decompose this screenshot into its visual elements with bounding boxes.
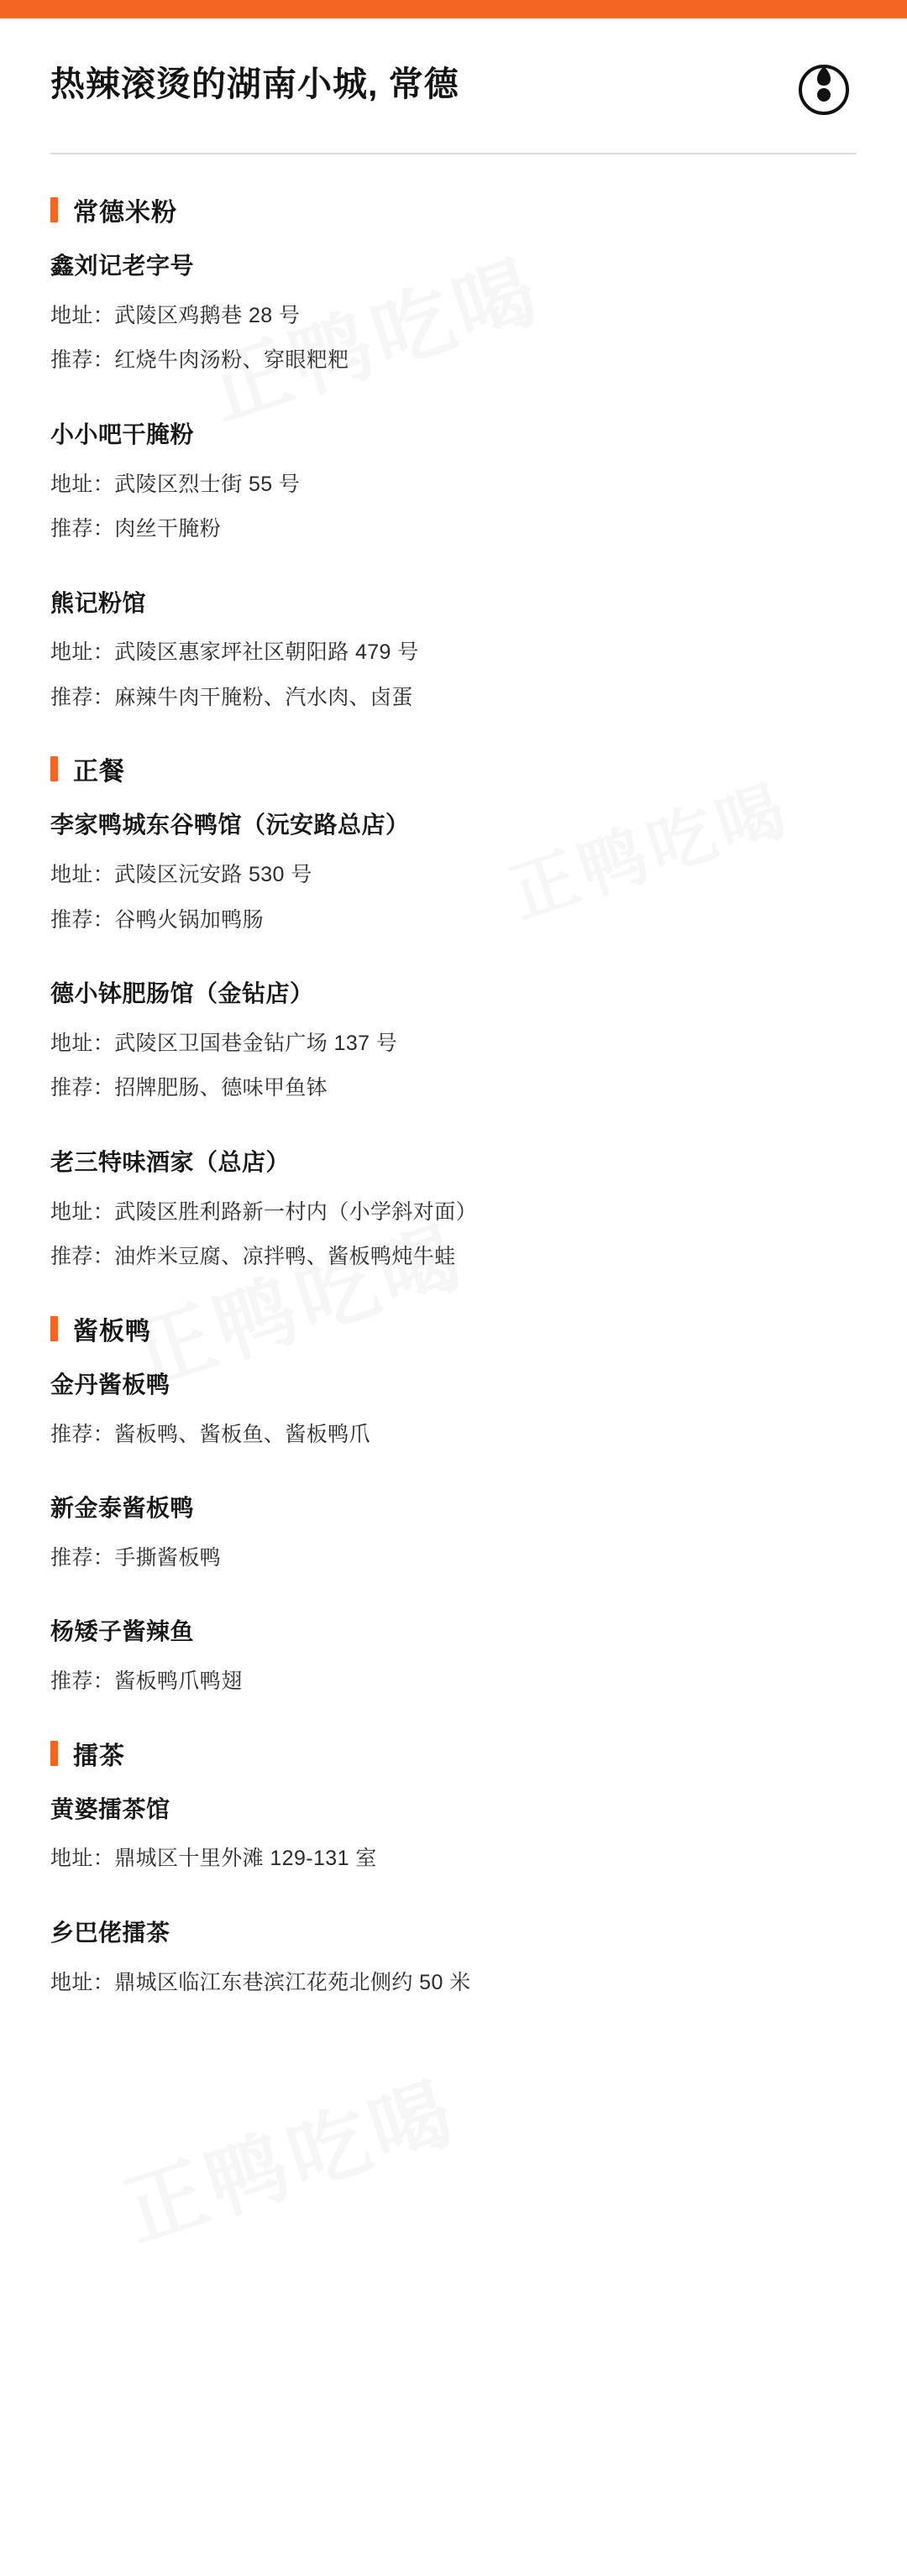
shop-address — [50, 1843, 857, 1875]
address-label: 地址： — [50, 863, 115, 887]
shop-name: 杨矮子酱辣鱼 — [50, 1618, 195, 1645]
shop-recommendation — [50, 1241, 857, 1273]
recommend-label: 推荐： — [50, 1076, 115, 1100]
article-content — [0, 18, 907, 1999]
section-accent-marker — [50, 1316, 58, 1341]
shop-recommendation — [50, 1666, 857, 1698]
title-row — [50, 18, 857, 119]
recommend-value: 酱板鸭爪鸭翅 — [114, 1669, 243, 1694]
section-header — [50, 191, 857, 228]
shop-name: 金丹酱板鸭 — [50, 1371, 170, 1398]
recommend-value: 谷鸭火锅加鸭肠 — [114, 907, 265, 932]
duck-head-logo-icon — [796, 64, 852, 119]
shop-name: 熊记粉馆 — [50, 589, 147, 616]
address-label: 地址： — [50, 1199, 115, 1224]
shop-name: 李家鸭城东谷鸭馆（沅安路总店） — [50, 812, 410, 839]
watermark — [108, 2048, 469, 2263]
section — [50, 191, 857, 713]
sections-container — [50, 191, 857, 1999]
address-value: 武陵区胜利路新一村内（小学斜对面） — [114, 1199, 478, 1224]
list-item — [50, 1369, 857, 1450]
address-value: 武陵区卫国巷金钻广场 137 号 — [114, 1031, 398, 1055]
shop-recommendation — [50, 1419, 857, 1451]
recommend-value: 油炸米豆腐、凉拌鸭、酱板鸭炖牛蛙 — [114, 1245, 456, 1269]
address-label: 地址： — [50, 472, 115, 496]
address-value: 武陵区烈士街 55 号 — [114, 472, 301, 496]
shop-name: 新金泰酱板鸭 — [50, 1495, 195, 1522]
shop-name: 老三特味酒家（总店） — [50, 1148, 291, 1175]
shop-name: 乡巴佬擂茶 — [50, 1919, 170, 1946]
recommend-value: 麻辣牛肉干腌粉、汽水肉、卤蛋 — [114, 685, 413, 709]
list-item — [50, 1794, 857, 1875]
section-accent-marker — [50, 197, 58, 222]
shop-address — [50, 1197, 857, 1229]
recommend-value: 手撕酱板鸭 — [114, 1545, 222, 1570]
recommend-label: 推荐： — [50, 1245, 115, 1269]
section-accent-marker — [50, 756, 58, 781]
recommend-label: 推荐： — [50, 907, 115, 932]
shop-recommendation — [50, 682, 857, 714]
section-accent-marker — [50, 1741, 58, 1766]
recommend-label: 推荐： — [50, 1545, 115, 1570]
section — [50, 1310, 857, 1698]
list-item — [50, 1616, 857, 1697]
section — [50, 750, 857, 1272]
top-accent-bar — [0, 0, 907, 18]
section-title: 正餐 — [73, 758, 125, 786]
recommend-label: 推荐： — [50, 1669, 115, 1694]
list-item — [50, 1147, 857, 1273]
shop-address — [50, 469, 857, 501]
recommend-label: 推荐： — [50, 348, 115, 373]
address-label: 地址： — [50, 303, 115, 327]
recommend-value: 酱板鸭、酱板鱼、酱板鸭爪 — [114, 1422, 371, 1446]
list-item — [50, 1917, 857, 1999]
shop-name: 鑫刘记老字号 — [50, 253, 195, 279]
address-label: 地址： — [50, 1970, 115, 1994]
section-header — [50, 1735, 857, 1772]
recommend-label: 推荐： — [50, 685, 115, 709]
shop-recommendation — [50, 345, 857, 377]
list-item — [50, 250, 857, 377]
section-title: 常德米粉 — [73, 199, 177, 227]
list-item — [50, 419, 857, 546]
shop-recommendation — [50, 514, 857, 546]
recommend-value: 肉丝干腌粉 — [114, 517, 222, 541]
shop-name: 小小吧干腌粉 — [50, 421, 195, 447]
shop-address — [50, 1028, 857, 1060]
address-label: 地址： — [50, 1847, 115, 1871]
shop-address — [50, 860, 857, 891]
recommend-label: 推荐： — [50, 1422, 115, 1446]
section — [50, 1735, 857, 1999]
address-value: 武陵区惠家坪社区朝阳路 479 号 — [114, 640, 419, 665]
list-item — [50, 1492, 857, 1574]
section-title: 擂茶 — [73, 1742, 125, 1770]
section-header — [50, 750, 857, 787]
address-value: 武陵区鸡鹅巷 28 号 — [114, 303, 301, 327]
section-title: 酱板鸭 — [73, 1317, 151, 1345]
shop-recommendation — [50, 1073, 857, 1105]
shop-name: 黄婆擂茶馆 — [50, 1795, 170, 1822]
address-label: 地址： — [50, 1031, 115, 1055]
recommend-label: 推荐： — [50, 517, 115, 541]
address-label: 地址： — [50, 640, 115, 665]
address-value: 鼎城区临江东巷滨江花苑北侧约 50 米 — [114, 1970, 471, 1994]
shop-recommendation — [50, 1543, 857, 1575]
header-divider — [50, 153, 857, 154]
list-item — [50, 588, 857, 714]
shop-address — [50, 1967, 857, 1999]
shop-address — [50, 637, 857, 669]
shop-name: 德小钵肥肠馆（金钻店） — [50, 980, 314, 1007]
address-value: 武陵区沅安路 530 号 — [114, 863, 312, 887]
shop-recommendation — [50, 905, 857, 937]
address-value: 鼎城区十里外滩 129-131 室 — [114, 1847, 377, 1871]
section-header — [50, 1310, 857, 1347]
recommend-value: 红烧牛肉汤粉、穿眼粑粑 — [114, 348, 349, 373]
list-item — [50, 809, 857, 936]
page-title: 热辣滚烫的湖南小城, 常德 — [50, 65, 459, 103]
recommend-value: 招牌肥肠、德味甲鱼钵 — [114, 1076, 328, 1100]
list-item — [50, 978, 857, 1105]
shop-address — [50, 300, 857, 332]
